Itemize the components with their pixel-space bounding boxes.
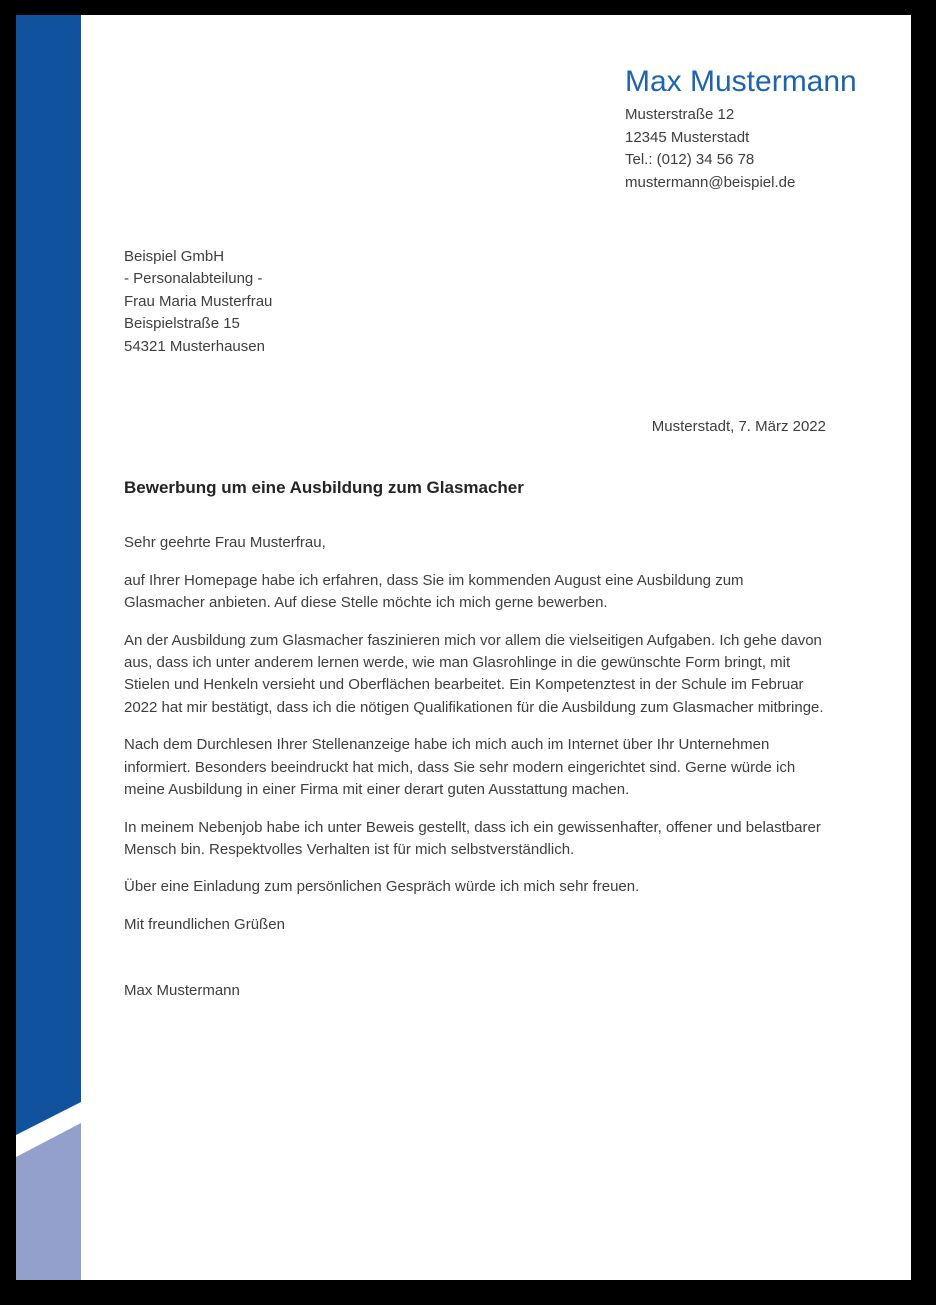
recipient-city: 54321 Musterhausen (124, 337, 265, 355)
body-paragraph-1: auf Ihrer Homepage habe ich erfahren, dass Sie im kommenden August eine Ausbildung zum Glasmacher anbieten. Auf diese Stelle möchte ich mich gerne bewerben. (124, 571, 744, 612)
body-paragraph-5: Über eine Einladung zum persönlichen Gespräch würde ich mich sehr freuen. (124, 878, 640, 896)
left-decoration-stripe (16, 15, 81, 1280)
date-line: Musterstadt, 7. März 2022 (651, 418, 826, 436)
sender-email: mustermann@beispiel.de (625, 173, 796, 191)
salutation: Sehr geehrte Frau Musterfrau, (124, 534, 326, 552)
letter-page (16, 15, 911, 1280)
recipient-street: Beispielstraße 15 (124, 315, 240, 333)
signature-name: Max Mustermann (124, 982, 240, 1000)
closing-phrase: Mit freundlichen Grüßen (124, 915, 285, 933)
subject-line: Bewerbung um eine Ausbildung zum Glasmacher (124, 478, 524, 498)
body-paragraph-3: Nach dem Durchlesen Ihrer Stellenanzeige habe ich mich auch im Internet über Ihr Unternehmen informiert. Besonders beeindruckt hat mich, dass Sie sehr modern eingerichtet sind. Gerne würde ich meine Ausbildung in einer Firma mit einer derart guten Ausstattung machen. (124, 736, 796, 799)
recipient-department: - Personalabteilung - (124, 270, 263, 288)
sender-phone: Tel.: (012) 34 56 78 (625, 151, 755, 168)
stripe-dark-segment (16, 15, 81, 1280)
body-paragraph-4: In meinem Nebenjob habe ich unter Beweis gestellt, dass ich ein gewissenhafter, offener und belastbarer Mensch bin. Respektvolles Verhalten ist für mich selbstverständlich. (124, 818, 821, 858)
body-paragraph-2: An der Ausbildung zum Glasmacher faszinieren mich vor allem die vielseitigen Aufgaben. Ich gehe davon aus, dass ich unter anderem lernen werde, wie man Glasrohlinge in die gewünschte Form bringt, mit Stielen und Henkeln versieht und Oberflächen bearbeitet. Ein Kompetenztest in der Schule im Februar 2022 hat mir bestätigt, dass ich die nötigen Qualifikationen für die Ausbildung zum Glasmacher mitbringe. (124, 631, 824, 716)
sender-city: 12345 Musterstadt (625, 128, 750, 146)
letter-body (124, 15, 826, 1003)
sender-street: Musterstraße 12 (625, 106, 735, 123)
sender-name: Max Mustermann (625, 65, 857, 98)
recipient-contact-person: Frau Maria Musterfrau (124, 292, 273, 310)
recipient-company: Beispiel GmbH (124, 248, 225, 265)
recipient-block (124, 246, 826, 358)
